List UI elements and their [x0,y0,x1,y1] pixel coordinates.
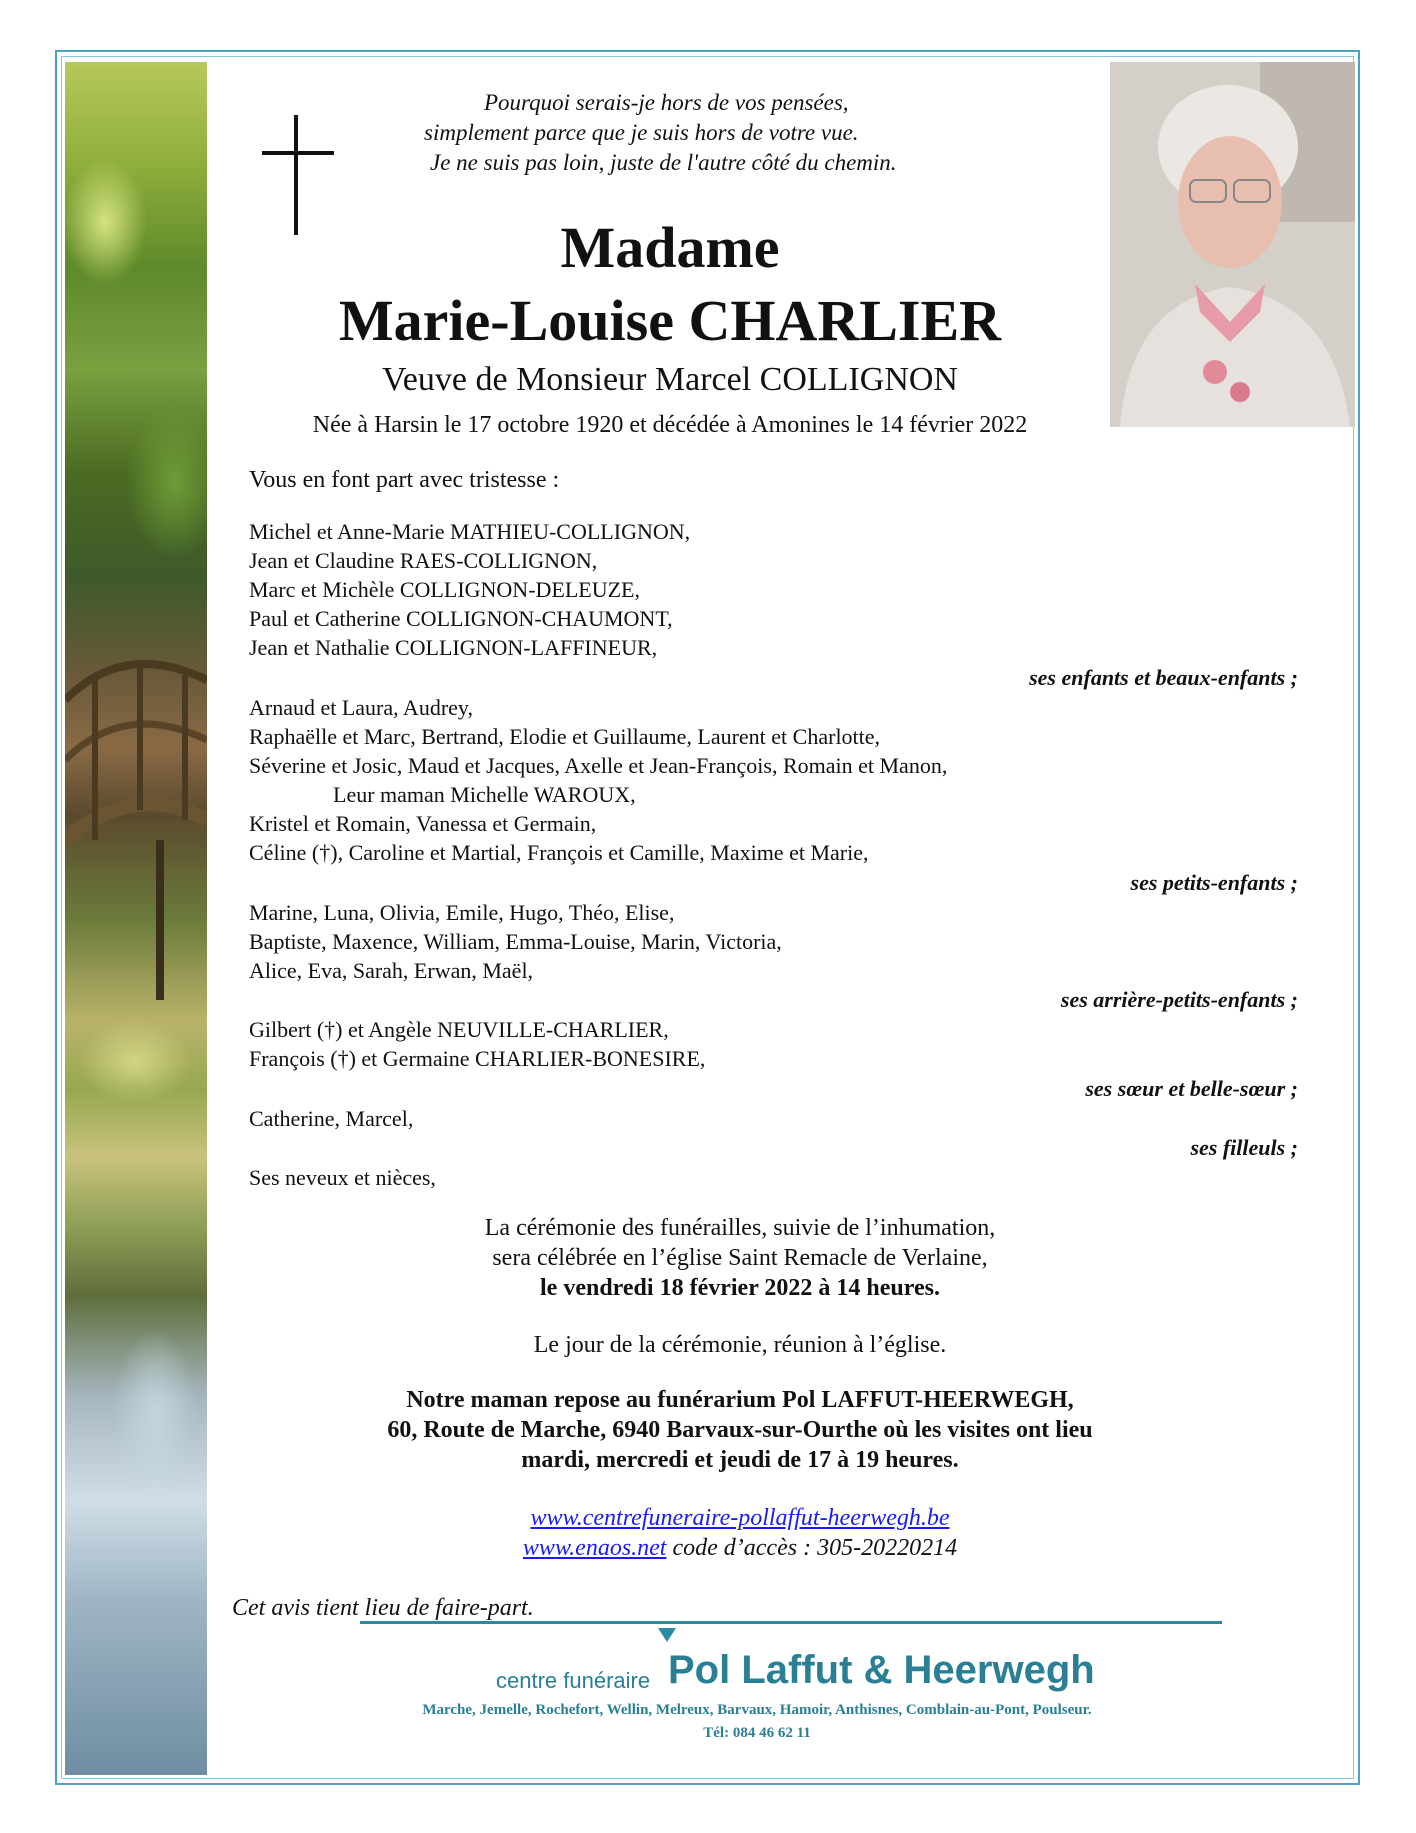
logo-title: Pol Laffut & Heerwegh [668,1648,1095,1692]
relation-label-grandchildren: ses petits-enfants ; [1130,870,1298,895]
visits-line-1: Notre maman repose au funérarium Pol LAFFUT-HEERWEGH, [406,1387,1074,1413]
family-line: Raphaëlle et Marc, Bertrand, Elodie et Guillaume, Laurent et Charlotte, [249,724,881,749]
family-line: Paul et Catherine COLLIGNON-CHAUMONT, [249,606,673,631]
visits-line-3: mardi, mercredi et jeudi de 17 à 19 heures. [521,1447,959,1473]
family-line: Céline (†), Caroline et Martial, François et Camille, Maxime et Marie, [249,840,869,865]
family-line: Arnaud et Laura, Audrey, [249,695,473,720]
widow-of: Veuve de Monsieur Marcel COLLIGNON [382,361,958,398]
relation-label-siblings: ses sœur et belle-sœur ; [1085,1076,1298,1101]
family-line: Leur maman Michelle WAROUX, [333,782,636,807]
poem-line-2: simplement parce que je suis hors de votre vue. [424,120,859,145]
family-line: Marc et Michèle COLLIGNON-DELEUZE, [249,577,640,602]
access-code: code d’accès : 305-20220214 [666,1535,958,1561]
logo-phone: Tél: 084 46 62 11 [703,1725,811,1741]
family-line: Séverine et Josic, Maud et Jacques, Axelle et Jean-François, Romain et Manon, [249,753,948,778]
family-line: Jean et Nathalie COLLIGNON-LAFFINEUR, [249,635,658,660]
poem-line-1: Pourquoi serais-je hors de vos pensées, [484,90,849,115]
ceremony-line-1: La cérémonie des funérailles, suivie de l’inhumation, [484,1215,996,1241]
portrait-illustration [1110,62,1355,427]
relation-label-children: ses enfants et beaux-enfants ; [1029,665,1298,690]
closing-note: Cet avis tient lieu de faire-part. [232,1595,534,1621]
ceremony-meeting: Le jour de la cérémonie, réunion à l’église. [533,1332,947,1358]
deceased-name: Marie-Louise CHARLIER [338,288,1002,353]
links-row-1 [300,1503,1180,1533]
logo-towns: Marche, Jemelle, Rochefort, Wellin, Melreux, Barvaux, Hamoir, Anthisnes, Comblain-au-Pont, Poulseur. [422,1702,1092,1718]
family-line: François (†) et Germaine CHARLIER-BONESIRE, [249,1046,706,1071]
family-line: Baptiste, Maxence, William, Emma-Louise, Marin, Victoria, [249,929,782,954]
logo-subtitle: centre funéraire [496,1668,651,1693]
ceremony-date: le vendredi 18 février 2022 à 14 heures. [540,1275,940,1301]
honorific-title: Madame [560,215,780,280]
latin-cross-icon [262,115,334,235]
relation-label-godchildren: ses filleuls ; [1190,1135,1298,1160]
footer-divider [360,1621,1222,1624]
portrait-photo [1110,62,1355,427]
family-line: Ses neveux et nièces, [249,1165,436,1190]
ceremony-line-2: sera célébrée en l’église Saint Remacle de Verlaine, [492,1245,988,1271]
triangle-marker-icon [658,1628,676,1642]
family-line: Gilbert (†) et Angèle NEUVILLE-CHARLIER, [249,1017,669,1042]
links-row-2 [300,1533,1180,1563]
family-line: Jean et Claudine RAES-COLLIGNON, [249,548,598,573]
relation-label-great-grandchildren: ses arrière-petits-enfants ; [1060,987,1298,1012]
family-line: Kristel et Romain, Vanessa et Germain, [249,811,597,836]
announcement-intro: Vous en font part avec tristesse : [249,467,560,493]
family-line: Alice, Eva, Sarah, Erwan, Maël, [249,958,534,983]
family-line: Marine, Luna, Olivia, Emile, Hugo, Théo, Elise, [249,900,675,925]
landscape-photo-strip [65,62,207,1775]
enaos-link[interactable]: www.enaos.net [522,1535,667,1561]
funeral-home-link[interactable]: www.centrefuneraire-pollaffut-heerwegh.be [530,1505,950,1531]
poem-line-3: Je ne suis pas loin, juste de l'autre côté du chemin. [430,150,897,175]
family-line: Michel et Anne-Marie MATHIEU-COLLIGNON, [249,519,691,544]
family-line: Catherine, Marcel, [249,1106,414,1131]
birth-death-dates: Née à Harsin le 17 octobre 1920 et décédée à Amonines le 14 février 2022 [312,412,1028,438]
visits-line-2: 60, Route de Marche, 6940 Barvaux-sur-Ourthe où les visites ont lieu [387,1417,1093,1443]
